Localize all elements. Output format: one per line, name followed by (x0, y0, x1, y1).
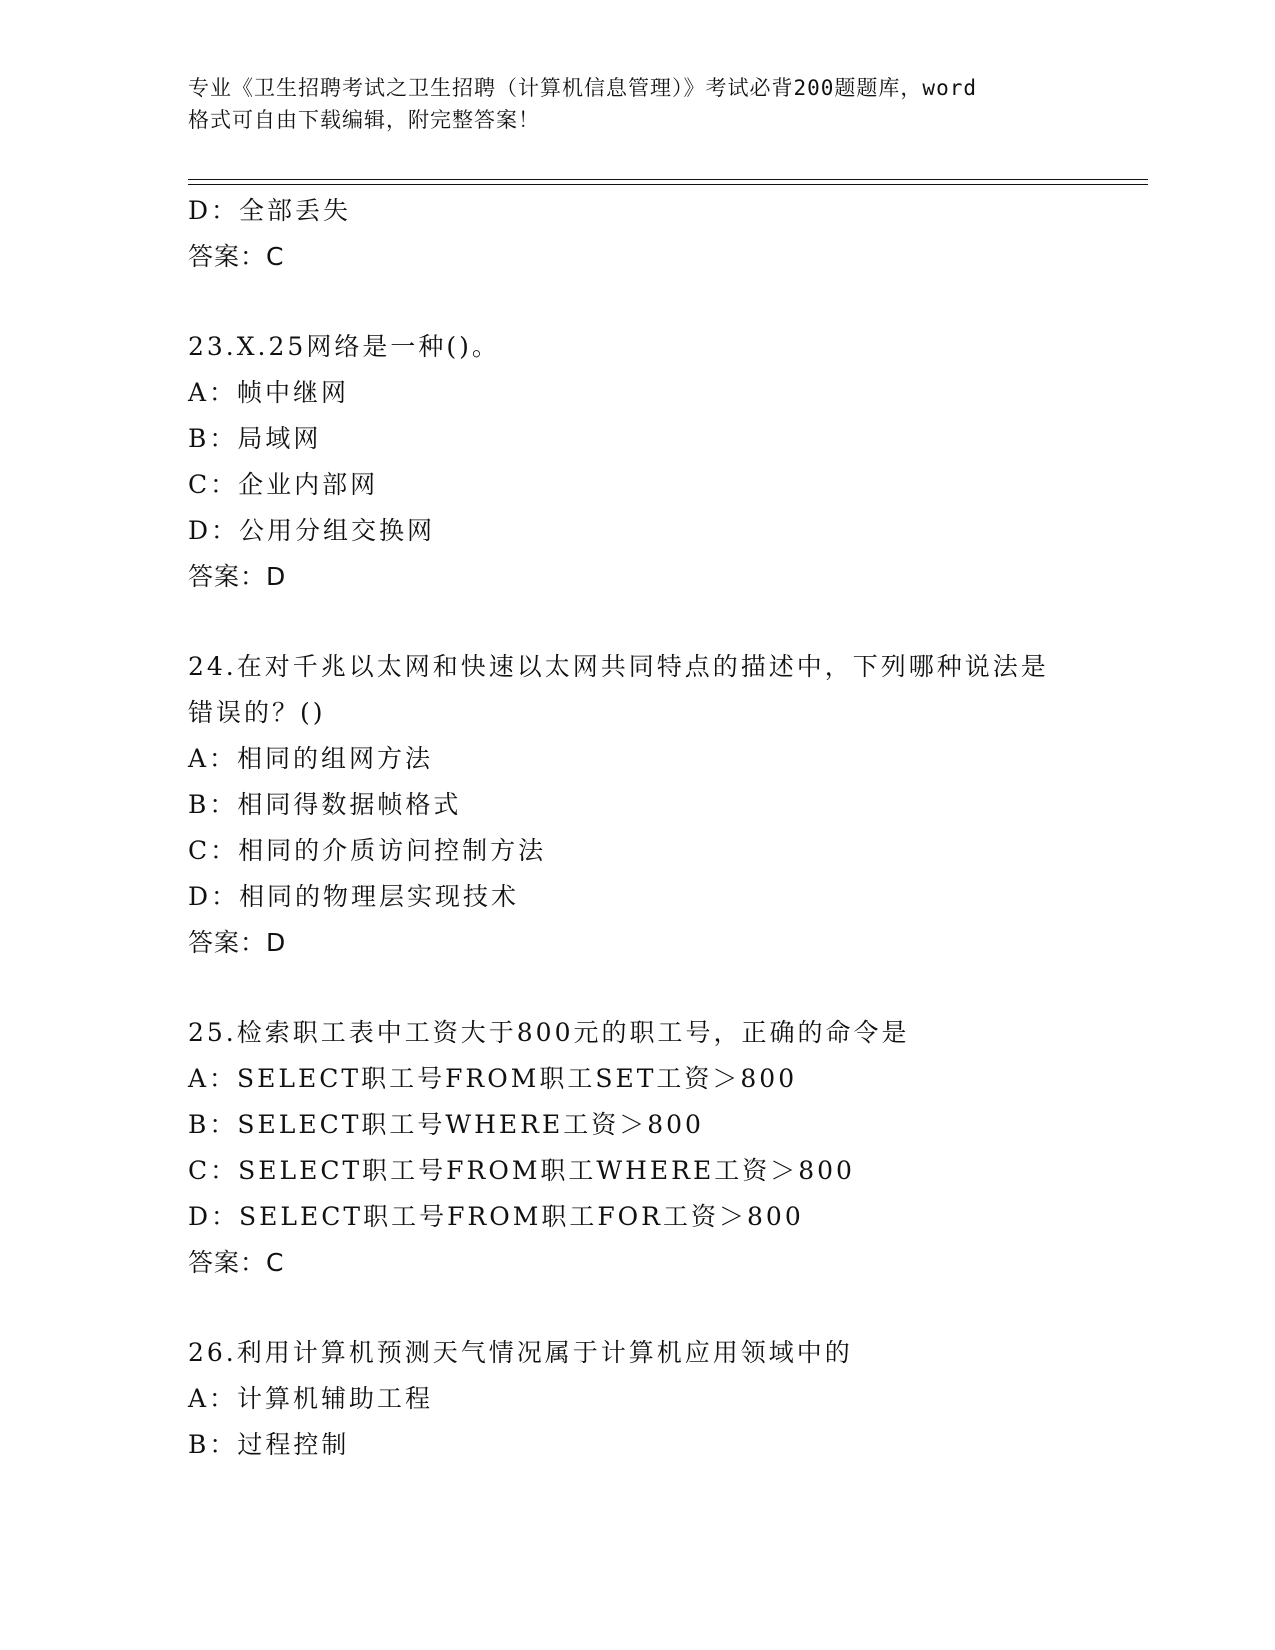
option-c: C：相同的介质访问控制方法 (188, 836, 547, 865)
header-title-line1: 专业《卫生招聘考试之卫生招聘（计算机信息管理）》考试必背200题题库，word (188, 76, 977, 100)
header-divider-top (188, 179, 1148, 180)
question-list (188, 188, 1148, 1468)
option-d: D：SELECT职工号FROM职工FOR工资＞800 (188, 1202, 804, 1231)
answer-line: 答案：C (188, 242, 285, 271)
option-c: C：企业内部网 (188, 470, 379, 499)
question-block-23 (188, 324, 1148, 600)
option-a: A：相同的组网方法 (188, 744, 434, 773)
option-a: A：SELECT职工号FROM职工SET工资＞800 (188, 1064, 798, 1093)
option-b: B：过程控制 (188, 1430, 350, 1459)
question-stem: 25.检索职工表中工资大于800元的职工号，正确的命令是 (188, 1018, 910, 1047)
document-header (188, 72, 1088, 136)
option-a: A：帧中继网 (188, 378, 350, 407)
option-c: C：SELECT职工号FROM职工WHERE工资＞800 (188, 1156, 855, 1185)
question-block-26 (188, 1330, 1148, 1468)
option-a: A：计算机辅助工程 (188, 1384, 434, 1413)
question-stem: 23.X.25网络是一种()。 (188, 332, 500, 361)
question-block-24 (188, 644, 1148, 966)
option-d: D：相同的物理层实现技术 (188, 882, 520, 911)
header-divider-bottom (188, 184, 1148, 185)
option-b: B：局域网 (188, 424, 322, 453)
question-stem-line1: 24.在对千兆以太网和快速以太网共同特点的描述中，下列哪种说法是 (188, 652, 1049, 681)
question-block-25 (188, 1010, 1148, 1286)
answer-line: 答案：D (188, 928, 287, 957)
answer-line: 答案：C (188, 1248, 285, 1277)
answer-line: 答案：D (188, 562, 287, 591)
header-title-line2: 格式可自由下载编辑，附完整答案！ (188, 108, 540, 132)
question-stem-line2: 错误的？() (188, 698, 326, 727)
question-stem: 26.利用计算机预测天气情况属于计算机应用领域中的 (188, 1338, 853, 1367)
option-d: D：全部丢失 (188, 196, 352, 225)
option-b: B：SELECT职工号WHERE工资＞800 (188, 1110, 704, 1139)
question-block-22-tail (188, 188, 1148, 280)
option-b: B：相同得数据帧格式 (188, 790, 462, 819)
option-d: D：公用分组交换网 (188, 516, 436, 545)
